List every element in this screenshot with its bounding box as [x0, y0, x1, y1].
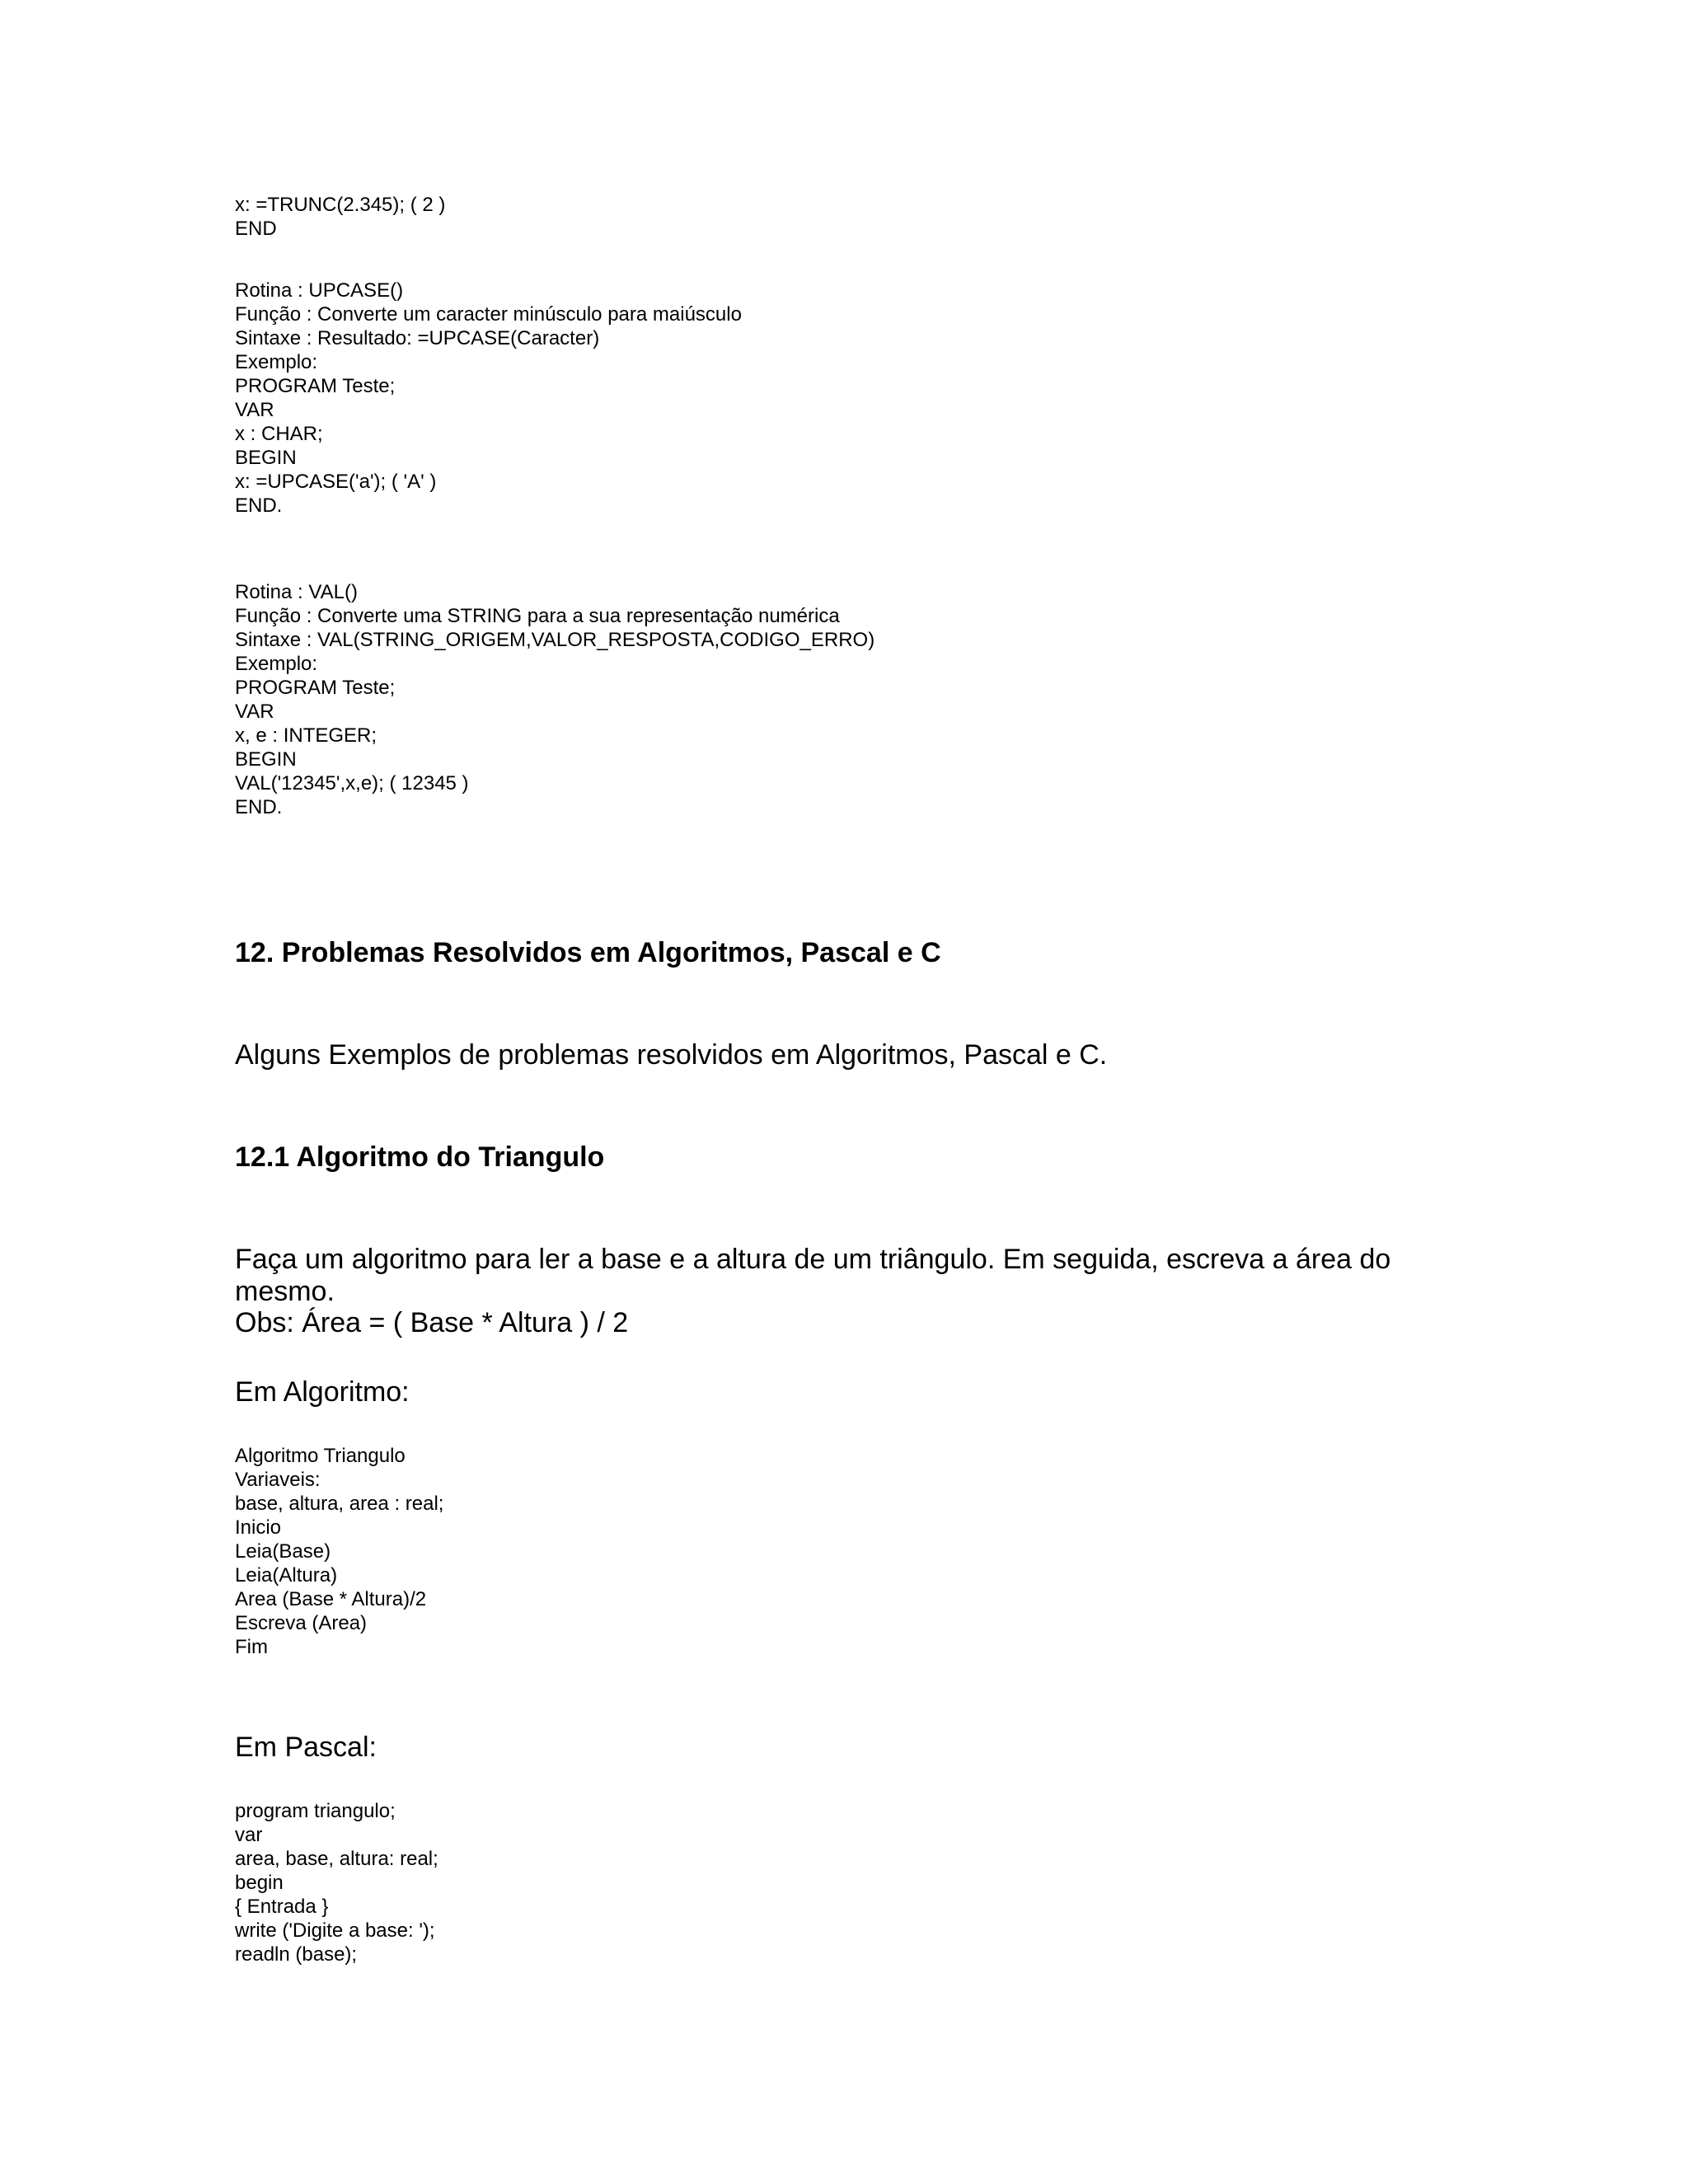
code-line: begin: [235, 1872, 284, 1894]
problem-line: mesmo.: [235, 1275, 335, 1307]
label-text: Em Pascal:: [235, 1732, 377, 1763]
upcase-routine-block: [235, 279, 1471, 518]
code-line: Exemplo:: [235, 653, 318, 675]
code-line: VAR: [235, 399, 274, 421]
code-line: Função : Converte uma STRING para a sua representação numérica: [235, 605, 840, 627]
code-line: program triangulo;: [235, 1800, 396, 1822]
code-line: Inicio: [235, 1516, 282, 1539]
code-line: x : CHAR;: [235, 423, 323, 445]
code-line: Fim: [235, 1636, 268, 1658]
code-line: x: =UPCASE('a'); ( 'A' ): [235, 471, 437, 493]
trunc-example-tail: [235, 193, 1471, 241]
code-line: Leia(Altura): [235, 1564, 338, 1586]
label-text: Em Algoritmo:: [235, 1376, 410, 1408]
code-line: Leia(Base): [235, 1540, 331, 1563]
problem-line: Obs: Área = ( Base * Altura ) / 2: [235, 1307, 629, 1338]
problem-line: Faça um algoritmo para ler a base e a altura de um triângulo. Em seguida, escreva a área do: [235, 1244, 1391, 1275]
val-routine-block: [235, 580, 1471, 819]
section-12-intro: [235, 1039, 1471, 1071]
algoritmo-code-block: [235, 1444, 1471, 1659]
pascal-code-block: [235, 1799, 1471, 1966]
code-line: Sintaxe : Resultado: =UPCASE(Caracter): [235, 327, 600, 349]
code-line: x: =TRUNC(2.345); ( 2 ): [235, 194, 446, 216]
code-line: Escreva (Area): [235, 1612, 368, 1634]
triangle-problem-statement: [235, 1244, 1471, 1339]
code-line: END: [235, 218, 277, 240]
code-line: BEGIN: [235, 748, 297, 771]
code-line: { Entrada }: [235, 1896, 329, 1918]
code-line: END.: [235, 796, 283, 818]
section-12-heading: 12. Problemas Resolvidos em Algoritmos, Pascal e C: [235, 937, 941, 968]
code-line: Sintaxe : VAL(STRING_ORIGEM,VALOR_RESPOSTA,CODIGO_ERRO): [235, 629, 875, 651]
code-line: var: [235, 1824, 263, 1846]
code-line: Rotina : UPCASE(): [235, 279, 404, 302]
code-line: BEGIN: [235, 447, 297, 469]
pascal-label: [235, 1732, 1471, 1764]
code-line: x, e : INTEGER;: [235, 724, 377, 747]
code-line: Rotina : VAL(): [235, 581, 358, 603]
code-line: Area (Base * Altura)/2: [235, 1588, 427, 1610]
code-line: Variaveis:: [235, 1469, 321, 1491]
code-line: VAL('12345',x,e); ( 12345 ): [235, 772, 469, 794]
code-line: area, base, altura: real;: [235, 1848, 438, 1870]
code-line: readln (base);: [235, 1943, 358, 1966]
code-line: PROGRAM Teste;: [235, 375, 396, 397]
code-line: VAR: [235, 701, 274, 723]
intro-text: Alguns Exemplos de problemas resolvidos em Algoritmos, Pascal e C.: [235, 1039, 1108, 1071]
code-line: Exemplo:: [235, 351, 318, 373]
code-line: Função : Converte um caracter minúsculo para maiúsculo: [235, 303, 742, 326]
code-line: write ('Digite a base: ');: [235, 1919, 435, 1942]
code-line: Algoritmo Triangulo: [235, 1445, 406, 1467]
algoritmo-label: [235, 1376, 1471, 1408]
code-line: base, altura, area : real;: [235, 1493, 444, 1515]
code-line: PROGRAM Teste;: [235, 677, 396, 699]
section-12-1-heading: 12.1 Algoritmo do Triangulo: [235, 1141, 605, 1173]
code-line: END.: [235, 494, 283, 517]
